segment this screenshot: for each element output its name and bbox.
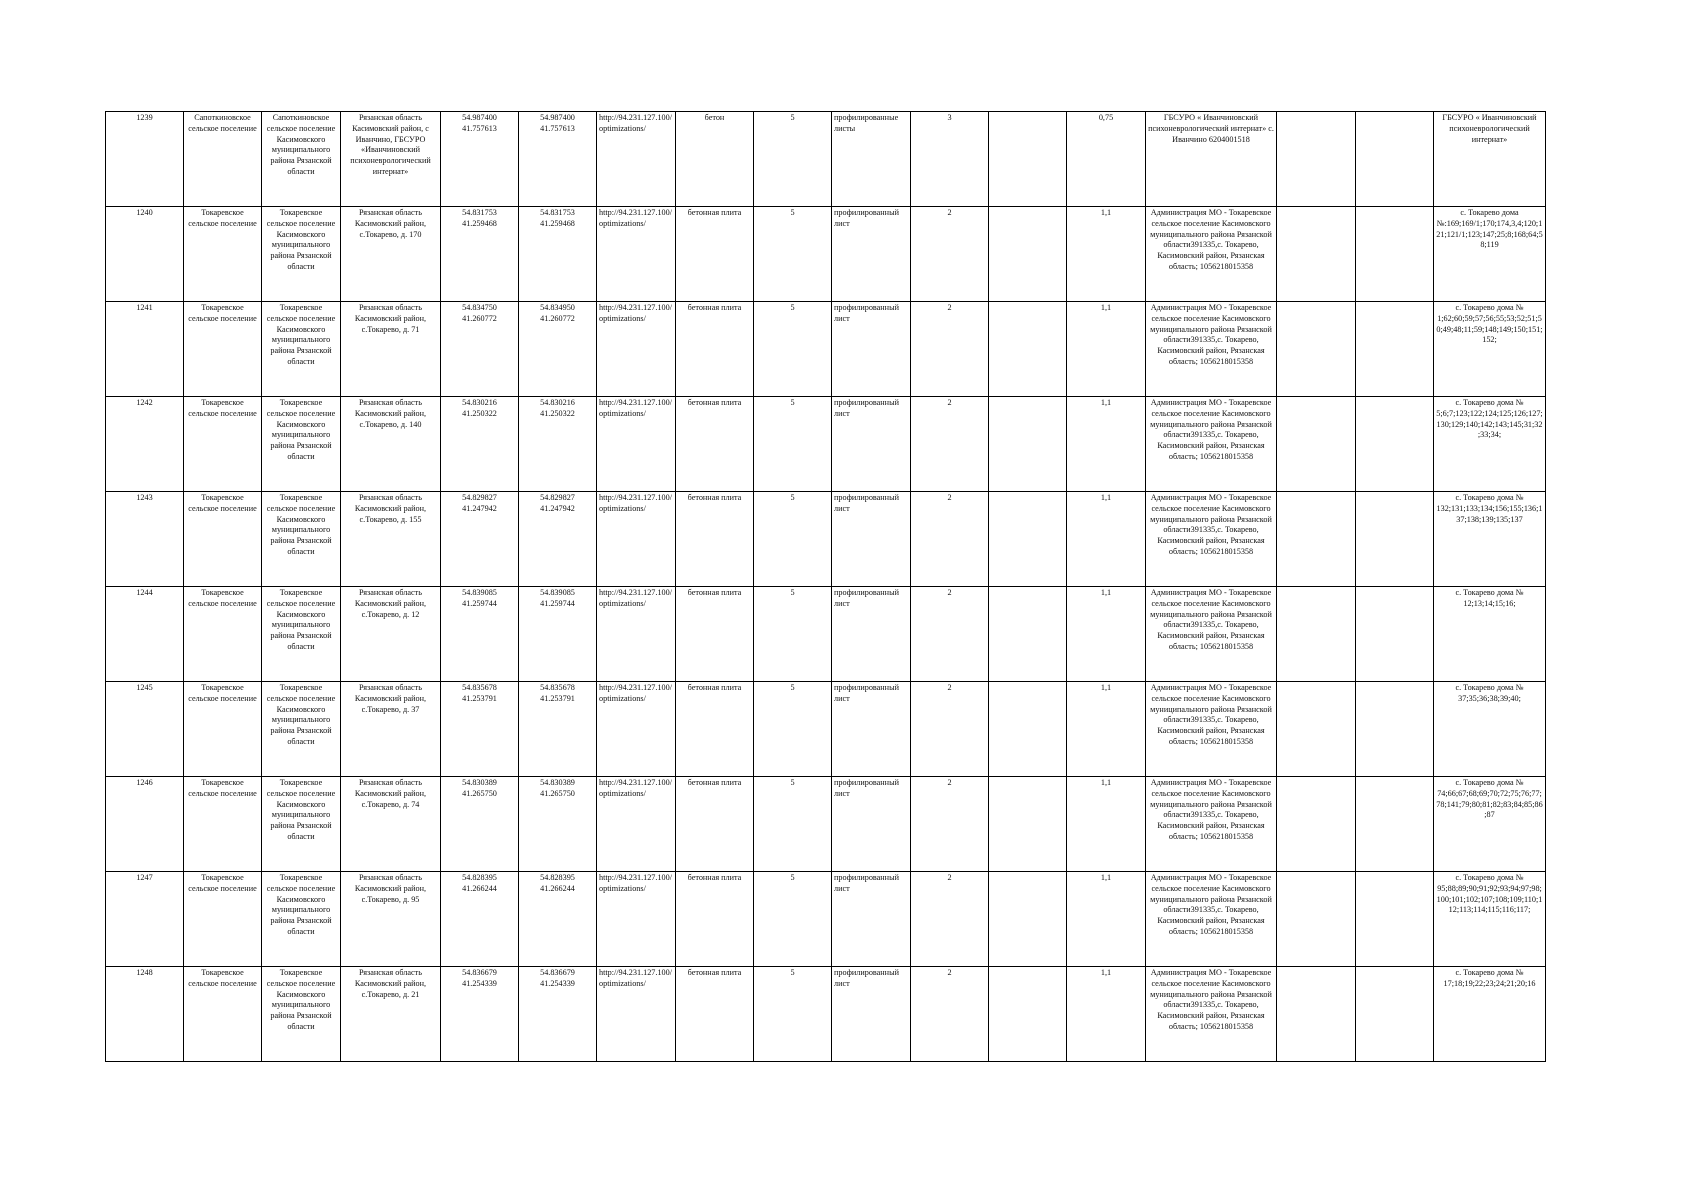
empty-cell <box>1277 302 1356 397</box>
settlement-cell: Сапоткиновское сельское поселение <box>184 112 262 207</box>
map-link-cell: http://94.231.127.100/optimizations/ <box>597 682 676 777</box>
container-count-cell: 2 <box>911 397 989 492</box>
latitude-value: 54.831753 <box>462 208 497 217</box>
coordinates-duplicate-cell <box>519 777 597 872</box>
latitude-value: 54.834750 <box>462 303 497 312</box>
longitude-value: 41.259468 <box>462 218 497 228</box>
container-count-cell: 2 <box>911 587 989 682</box>
empty-cell <box>989 777 1067 872</box>
area-cell: 5 <box>754 112 832 207</box>
address-cell: Рязанская область Касимовский район, с.Токарево, д. 95 <box>341 872 441 967</box>
empty-cell <box>1356 112 1434 207</box>
longitude-value: 41.266244 <box>540 883 575 893</box>
empty-cell <box>989 302 1067 397</box>
coordinates-cell <box>441 207 519 302</box>
fence-type-cell: профилированный лист <box>832 587 911 682</box>
empty-cell <box>1277 967 1356 1062</box>
latitude-value: 54.830389 <box>540 778 575 787</box>
waste-sources-cell: с. Токарево дома № 37;35;36;38;39;40; <box>1434 682 1546 777</box>
map-link-cell: http://94.231.127.100/optimizations/ <box>597 397 676 492</box>
municipality-cell: Токаревское сельское поселение Касимовского муниципального района Рязанской области <box>262 302 341 397</box>
area-cell: 5 <box>754 967 832 1062</box>
registry-table-body <box>106 112 1546 1062</box>
coordinates-cell <box>441 397 519 492</box>
area-cell: 5 <box>754 872 832 967</box>
container-volume-cell: 1,1 <box>1067 777 1146 872</box>
latitude-value: 54.987400 <box>462 113 497 122</box>
row-number-cell: 1239 <box>106 112 184 207</box>
container-count-cell: 2 <box>911 492 989 587</box>
map-link-cell: http://94.231.127.100/optimizations/ <box>597 587 676 682</box>
address-cell: Рязанская область Касимовский район, с.Токарево, д. 37 <box>341 682 441 777</box>
longitude-value: 41.265750 <box>540 788 575 798</box>
waste-sources-cell: с. Токарево дома № 5;6;7;123;122;124;125;126;127;130;129;140;142;143;145;31;32;33;34; <box>1434 397 1546 492</box>
waste-sources-cell: с. Токарево дома № 17;18;19;22;23;24;21;20;16 <box>1434 967 1546 1062</box>
empty-cell <box>1356 872 1434 967</box>
coordinates-duplicate-cell <box>519 587 597 682</box>
longitude-value: 41.259744 <box>540 598 575 608</box>
empty-cell <box>1277 682 1356 777</box>
waste-site-registry-table <box>105 111 1546 1062</box>
coordinates-duplicate-cell <box>519 967 597 1062</box>
row-number-cell: 1247 <box>106 872 184 967</box>
address-cell: Рязанская область Касимовский район, с.Токарево, д. 74 <box>341 777 441 872</box>
surface-type-cell: бетонная плита <box>676 397 754 492</box>
latitude-value: 54.836679 <box>462 968 497 977</box>
latitude-value: 54.831753 <box>540 208 575 217</box>
map-link-cell: http://94.231.127.100/optimizations/ <box>597 492 676 587</box>
area-cell: 5 <box>754 777 832 872</box>
empty-cell <box>989 682 1067 777</box>
owner-cell: Администрация МО - Токаревское сельское поселение Касимовского муниципального района Рязанской области391335,с. Токарево, Касимовский район, Рязанская область; 1056218015358 <box>1146 492 1277 587</box>
address-cell: Рязанская область Касимовский район, с Иванчино, ГБСУРО «Иванчиновский психоневрологический интернат» <box>341 112 441 207</box>
municipality-cell: Токаревское сельское поселение Касимовского муниципального района Рязанской области <box>262 682 341 777</box>
area-cell: 5 <box>754 682 832 777</box>
container-volume-cell: 1,1 <box>1067 587 1146 682</box>
address-cell: Рязанская область Касимовский район, с.Токарево, д. 155 <box>341 492 441 587</box>
coordinates-duplicate-cell <box>519 112 597 207</box>
latitude-value: 54.830216 <box>540 398 575 407</box>
table-row <box>106 587 1546 682</box>
owner-cell: ГБСУРО « Иванчиновский психоневрологический интернат» с. Иванчино 6204001518 <box>1146 112 1277 207</box>
latitude-value: 54.828395 <box>462 873 497 882</box>
coordinates-duplicate-cell <box>519 207 597 302</box>
container-count-cell: 2 <box>911 302 989 397</box>
coordinates-cell <box>441 112 519 207</box>
map-link-cell: http://94.231.127.100/optimizations/ <box>597 302 676 397</box>
coordinates-duplicate-cell <box>519 397 597 492</box>
table-row <box>106 397 1546 492</box>
map-link-cell: http://94.231.127.100/optimizations/ <box>597 777 676 872</box>
row-number-cell: 1246 <box>106 777 184 872</box>
latitude-value: 54.839085 <box>540 588 575 597</box>
waste-sources-cell: ГБСУРО « Иванчиновский психоневрологический интернат» <box>1434 112 1546 207</box>
longitude-value: 41.265750 <box>462 788 497 798</box>
surface-type-cell: бетонная плита <box>676 302 754 397</box>
container-count-cell: 2 <box>911 777 989 872</box>
empty-cell <box>1277 777 1356 872</box>
fence-type-cell: профилированные листы <box>832 112 911 207</box>
container-volume-cell: 1,1 <box>1067 967 1146 1062</box>
longitude-value: 41.259744 <box>462 598 497 608</box>
waste-sources-cell: с. Токарево дома № 1;62;60;59;57;56;55;53;52;51;50;49;48;11;59;148;149;150;151;152; <box>1434 302 1546 397</box>
empty-cell <box>1356 302 1434 397</box>
latitude-value: 54.834950 <box>540 303 575 312</box>
fence-type-cell: профилированный лист <box>832 207 911 302</box>
surface-type-cell: бетонная плита <box>676 682 754 777</box>
waste-sources-cell: с. Токарево дома № 95;88;89;90;91;92;93;94;97;98;100;101;102;107;108;109;110;112;113;114;115;116;117; <box>1434 872 1546 967</box>
latitude-value: 54.828395 <box>540 873 575 882</box>
table-row <box>106 682 1546 777</box>
longitude-value: 41.260772 <box>540 313 575 323</box>
latitude-value: 54.987400 <box>540 113 575 122</box>
container-volume-cell: 1,1 <box>1067 872 1146 967</box>
table-row <box>106 492 1546 587</box>
waste-sources-cell: с. Токарево дома № 74;66;67;68;69;70;72;75;76;77;78;141;79;80;81;82;83;84;85;86;87 <box>1434 777 1546 872</box>
owner-cell: Администрация МО - Токаревское сельское поселение Касимовского муниципального района Рязанской области391335,с. Токарево, Касимовский район, Рязанская область; 1056218015358 <box>1146 587 1277 682</box>
latitude-value: 54.830389 <box>462 778 497 787</box>
surface-type-cell: бетонная плита <box>676 967 754 1062</box>
surface-type-cell: бетонная плита <box>676 492 754 587</box>
row-number-cell: 1240 <box>106 207 184 302</box>
container-count-cell: 2 <box>911 872 989 967</box>
municipality-cell: Сапоткиновское сельское поселение Касимовского муниципального района Рязанской области <box>262 112 341 207</box>
area-cell: 5 <box>754 492 832 587</box>
fence-type-cell: профилированный лист <box>832 872 911 967</box>
map-link-cell: http://94.231.127.100/optimizations/ <box>597 872 676 967</box>
empty-cell <box>989 397 1067 492</box>
container-count-cell: 2 <box>911 682 989 777</box>
empty-cell <box>989 587 1067 682</box>
empty-cell <box>1277 587 1356 682</box>
map-link-cell: http://94.231.127.100/optimizations/ <box>597 967 676 1062</box>
owner-cell: Администрация МО - Токаревское сельское поселение Касимовского муниципального района Рязанской области391335,с. Токарево, Касимовский район, Рязанская область; 1056218015358 <box>1146 302 1277 397</box>
row-number-cell: 1242 <box>106 397 184 492</box>
empty-cell <box>1277 112 1356 207</box>
empty-cell <box>1277 872 1356 967</box>
longitude-value: 41.254339 <box>462 978 497 988</box>
container-count-cell: 3 <box>911 112 989 207</box>
empty-cell <box>1277 207 1356 302</box>
fence-type-cell: профилированный лист <box>832 492 911 587</box>
table-row <box>106 872 1546 967</box>
container-count-cell: 2 <box>911 207 989 302</box>
municipality-cell: Токаревское сельское поселение Касимовского муниципального района Рязанской области <box>262 967 341 1062</box>
longitude-value: 41.254339 <box>540 978 575 988</box>
fence-type-cell: профилированный лист <box>832 302 911 397</box>
empty-cell <box>989 492 1067 587</box>
coordinates-cell <box>441 492 519 587</box>
owner-cell: Администрация МО - Токаревское сельское поселение Касимовского муниципального района Рязанской области391335,с. Токарево, Касимовский район, Рязанская область; 1056218015358 <box>1146 872 1277 967</box>
longitude-value: 41.250322 <box>462 408 497 418</box>
empty-cell <box>1356 492 1434 587</box>
empty-cell <box>989 872 1067 967</box>
row-number-cell: 1241 <box>106 302 184 397</box>
latitude-value: 54.829827 <box>540 493 575 502</box>
map-link-cell: http://94.231.127.100/optimizations/ <box>597 112 676 207</box>
container-volume-cell: 1,1 <box>1067 682 1146 777</box>
container-volume-cell: 1,1 <box>1067 207 1146 302</box>
fence-type-cell: профилированный лист <box>832 777 911 872</box>
table-row <box>106 112 1546 207</box>
owner-cell: Администрация МО - Токаревское сельское поселение Касимовского муниципального района Рязанской области391335,с. Токарево, Касимовский район, Рязанская область; 1056218015358 <box>1146 207 1277 302</box>
latitude-value: 54.839085 <box>462 588 497 597</box>
empty-cell <box>1277 397 1356 492</box>
settlement-cell: Токаревское сельское поселение <box>184 682 262 777</box>
container-volume-cell: 1,1 <box>1067 492 1146 587</box>
latitude-value: 54.836679 <box>540 968 575 977</box>
address-cell: Рязанская область Касимовский район, с.Токарево, д. 140 <box>341 397 441 492</box>
surface-type-cell: бетонная плита <box>676 587 754 682</box>
longitude-value: 41.247942 <box>462 503 497 513</box>
settlement-cell: Токаревское сельское поселение <box>184 492 262 587</box>
fence-type-cell: профилированный лист <box>832 967 911 1062</box>
table-row <box>106 207 1546 302</box>
longitude-value: 41.266244 <box>462 883 497 893</box>
coordinates-cell <box>441 682 519 777</box>
map-link-cell: http://94.231.127.100/optimizations/ <box>597 207 676 302</box>
longitude-value: 41.259468 <box>540 218 575 228</box>
coordinates-cell <box>441 872 519 967</box>
owner-cell: Администрация МО - Токаревское сельское поселение Касимовского муниципального района Рязанской области391335,с. Токарево, Касимовский район, Рязанская область; 1056218015358 <box>1146 397 1277 492</box>
coordinates-duplicate-cell <box>519 872 597 967</box>
settlement-cell: Токаревское сельское поселение <box>184 397 262 492</box>
empty-cell <box>1356 777 1434 872</box>
area-cell: 5 <box>754 302 832 397</box>
latitude-value: 54.829827 <box>462 493 497 502</box>
settlement-cell: Токаревское сельское поселение <box>184 302 262 397</box>
longitude-value: 41.757613 <box>462 123 497 133</box>
container-volume-cell: 0,75 <box>1067 112 1146 207</box>
table-row <box>106 302 1546 397</box>
fence-type-cell: профилированный лист <box>832 682 911 777</box>
municipality-cell: Токаревское сельское поселение Касимовского муниципального района Рязанской области <box>262 397 341 492</box>
surface-type-cell: бетон <box>676 112 754 207</box>
container-volume-cell: 1,1 <box>1067 397 1146 492</box>
area-cell: 5 <box>754 207 832 302</box>
empty-cell <box>1356 207 1434 302</box>
container-count-cell: 2 <box>911 967 989 1062</box>
longitude-value: 41.260772 <box>462 313 497 323</box>
row-number-cell: 1245 <box>106 682 184 777</box>
settlement-cell: Токаревское сельское поселение <box>184 967 262 1062</box>
longitude-value: 41.253791 <box>540 693 575 703</box>
area-cell: 5 <box>754 587 832 682</box>
coordinates-cell <box>441 302 519 397</box>
latitude-value: 54.830216 <box>462 398 497 407</box>
empty-cell <box>1356 587 1434 682</box>
empty-cell <box>1356 397 1434 492</box>
waste-sources-cell: с. Токарево дома № 132;131;133;134;156;155;136;137;138;139;135;137 <box>1434 492 1546 587</box>
longitude-value: 41.757613 <box>540 123 575 133</box>
longitude-value: 41.250322 <box>540 408 575 418</box>
address-cell: Рязанская область Касимовский район, с.Токарево, д. 12 <box>341 587 441 682</box>
settlement-cell: Токаревское сельское поселение <box>184 207 262 302</box>
municipality-cell: Токаревское сельское поселение Касимовского муниципального района Рязанской области <box>262 207 341 302</box>
latitude-value: 54.835678 <box>462 683 497 692</box>
coordinates-cell <box>441 777 519 872</box>
latitude-value: 54.835678 <box>540 683 575 692</box>
container-volume-cell: 1,1 <box>1067 302 1146 397</box>
fence-type-cell: профилированный лист <box>832 397 911 492</box>
empty-cell <box>989 967 1067 1062</box>
owner-cell: Администрация МО - Токаревское сельское поселение Касимовского муниципального района Рязанской области391335,с. Токарево, Касимовский район, Рязанская область; 1056218015358 <box>1146 682 1277 777</box>
waste-sources-cell: с. Токарево дома №:169;169/1;170;174,3,4;120;121;121/1;123;147;25;8;168;64;58;119 <box>1434 207 1546 302</box>
longitude-value: 41.253791 <box>462 693 497 703</box>
coordinates-duplicate-cell <box>519 492 597 587</box>
owner-cell: Администрация МО - Токаревское сельское поселение Касимовского муниципального района Рязанской области391335,с. Токарево, Касимовский район, Рязанская область; 1056218015358 <box>1146 967 1277 1062</box>
municipality-cell: Токаревское сельское поселение Касимовского муниципального района Рязанской области <box>262 872 341 967</box>
municipality-cell: Токаревское сельское поселение Касимовского муниципального района Рязанской области <box>262 777 341 872</box>
coordinates-cell <box>441 967 519 1062</box>
longitude-value: 41.247942 <box>540 503 575 513</box>
row-number-cell: 1243 <box>106 492 184 587</box>
address-cell: Рязанская область Касимовский район, с.Токарево, д. 21 <box>341 967 441 1062</box>
waste-sources-cell: с. Токарево дома № 12;13;14;15;16; <box>1434 587 1546 682</box>
row-number-cell: 1248 <box>106 967 184 1062</box>
municipality-cell: Токаревское сельское поселение Касимовского муниципального района Рязанской области <box>262 492 341 587</box>
surface-type-cell: бетонная плита <box>676 872 754 967</box>
empty-cell <box>1356 682 1434 777</box>
municipality-cell: Токаревское сельское поселение Касимовского муниципального района Рязанской области <box>262 587 341 682</box>
table-row <box>106 777 1546 872</box>
empty-cell <box>989 112 1067 207</box>
settlement-cell: Токаревское сельское поселение <box>184 587 262 682</box>
owner-cell: Администрация МО - Токаревское сельское поселение Касимовского муниципального района Рязанской области391335,с. Токарево, Касимовский район, Рязанская область; 1056218015358 <box>1146 777 1277 872</box>
address-cell: Рязанская область Касимовский район, с.Токарево, д. 71 <box>341 302 441 397</box>
settlement-cell: Токаревское сельское поселение <box>184 872 262 967</box>
surface-type-cell: бетонная плита <box>676 777 754 872</box>
coordinates-cell <box>441 587 519 682</box>
empty-cell <box>1356 967 1434 1062</box>
coordinates-duplicate-cell <box>519 302 597 397</box>
address-cell: Рязанская область Касимовский район, с.Токарево, д. 170 <box>341 207 441 302</box>
settlement-cell: Токаревское сельское поселение <box>184 777 262 872</box>
empty-cell <box>989 207 1067 302</box>
table-row <box>106 967 1546 1062</box>
coordinates-duplicate-cell <box>519 682 597 777</box>
area-cell: 5 <box>754 397 832 492</box>
surface-type-cell: бетонная плита <box>676 207 754 302</box>
empty-cell <box>1277 492 1356 587</box>
row-number-cell: 1244 <box>106 587 184 682</box>
